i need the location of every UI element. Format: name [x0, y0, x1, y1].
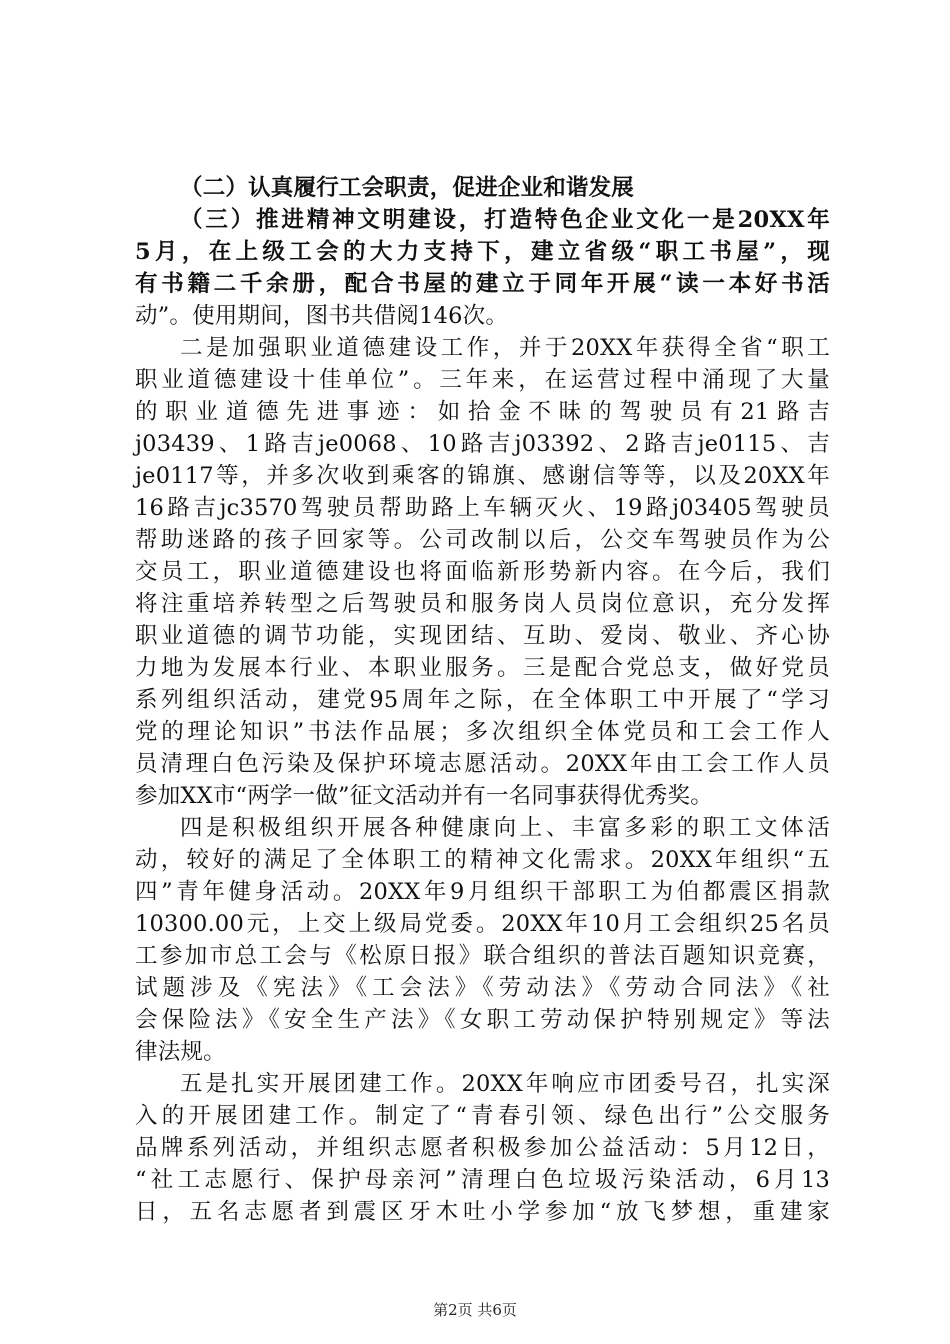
paragraph-line: 四是积极组织开展各种健康向上、丰富多彩的职工文体活: [180, 815, 830, 841]
paragraph-line: 五是扎实开展团建工作。20XX年响应市团委号召，扎实深: [180, 1071, 830, 1097]
paragraph-line: 交员工，职业道德建设也将面临新形势新内容。在今后，我们: [135, 559, 830, 585]
section-heading-3: （三）推进精神文明建设，打造特色企业文化一是20XX年: [180, 207, 830, 233]
paragraph-line: 将注重培养转型之后驾驶员和服务岗人员岗位意识，充分发挥: [135, 591, 830, 617]
paragraph-line: 试题涉及《宪法》《工会法》《劳动法》《劳动合同法》《社: [135, 975, 830, 1001]
paragraph-line: 帮助迷路的孩子回家等。公司改制以后，公交车驾驶员作为公: [135, 527, 830, 553]
paragraph-line: 力地为发展本行业、本职业服务。三是配合党总支，做好党员: [135, 655, 830, 681]
paragraph-line: 有书籍二千余册，配合书屋的建立于同年开展“读一本好书活: [135, 271, 830, 297]
paragraph-line: 动，较好的满足了全体职工的精神文化需求。20XX年组织“五: [135, 847, 830, 873]
paragraph-line: 职业道德的调节功能，实现团结、互助、爱岗、敬业、齐心协: [135, 623, 830, 649]
paragraph-line: 会保险法》《安全生产法》《女职工劳动保护特别规定》等法: [135, 1007, 830, 1033]
paragraph-line: 动”。使用期间，图书共借阅146次。: [135, 303, 509, 329]
paragraph-line: 入的开展团建工作。制定了“青春引领、绿色出行”公交服务: [135, 1103, 830, 1129]
paragraph-line: je0117等，并多次收到乘客的锦旗、感谢信等等，以及20XX年: [135, 463, 830, 489]
section-heading-2: （二）认真履行工会职责，促进企业和谐发展: [180, 175, 635, 201]
paragraph-line: “社工志愿行、保护母亲河”清理白色垃圾污染活动，6月13: [135, 1167, 830, 1193]
document-body: [135, 172, 830, 1228]
paragraph-line: 系列组织活动，建党95周年之际，在全体职工中开展了“学习: [135, 687, 830, 713]
paragraph-line: 工参加市总工会与《松原日报》联合组织的普法百题知识竞赛，: [135, 943, 830, 969]
paragraph-line: 的职业道德先进事迹：如拾金不昧的驾驶员有21路吉: [135, 399, 830, 425]
paragraph-line: 5月，在上级工会的大力支持下，建立省级“职工书屋”，现: [135, 239, 830, 265]
page-footer: [0, 1300, 950, 1320]
paragraph-line: 律法规。: [135, 1039, 226, 1065]
paragraph-line: 员清理白色污染及保护环境志愿活动。20XX年由工会工作人员: [135, 751, 830, 777]
paragraph-line: 日，五名志愿者到震区牙木吐小学参加“放飞梦想，重建家: [135, 1199, 830, 1225]
paragraph-line: j03439、1路吉je0068、10路吉j03392、2路吉je0115、吉: [135, 431, 830, 457]
paragraph-line: 品牌系列活动，并组织志愿者积极参加公益活动：5月12日，: [135, 1135, 830, 1161]
paragraph-line: 二是加强职业道德建设工作，并于20XX年获得全省“职工: [180, 335, 830, 361]
paragraph-line: 职业道德建设十佳单位”。三年来，在运营过程中涌现了大量: [135, 367, 830, 393]
page-number-label: 第2页 共6页: [433, 1301, 517, 1319]
paragraph-line: 参加XX市“两学一做”征文活动并有一名同事获得优秀奖。: [135, 783, 713, 809]
paragraph-line: 党的理论知识”书法作品展；多次组织全体党员和工会工作人: [135, 719, 830, 745]
paragraph-line: 四”青年健身活动。20XX年9月组织干部职工为伯都震区捐款: [135, 879, 830, 905]
paragraph-line: 10300.00元，上交上级局党委。20XX年10月工会组织25名员: [135, 911, 830, 937]
paragraph-line: 16路吉jc3570驾驶员帮助路上车辆灭火、19路j03405驾驶员: [135, 495, 830, 521]
